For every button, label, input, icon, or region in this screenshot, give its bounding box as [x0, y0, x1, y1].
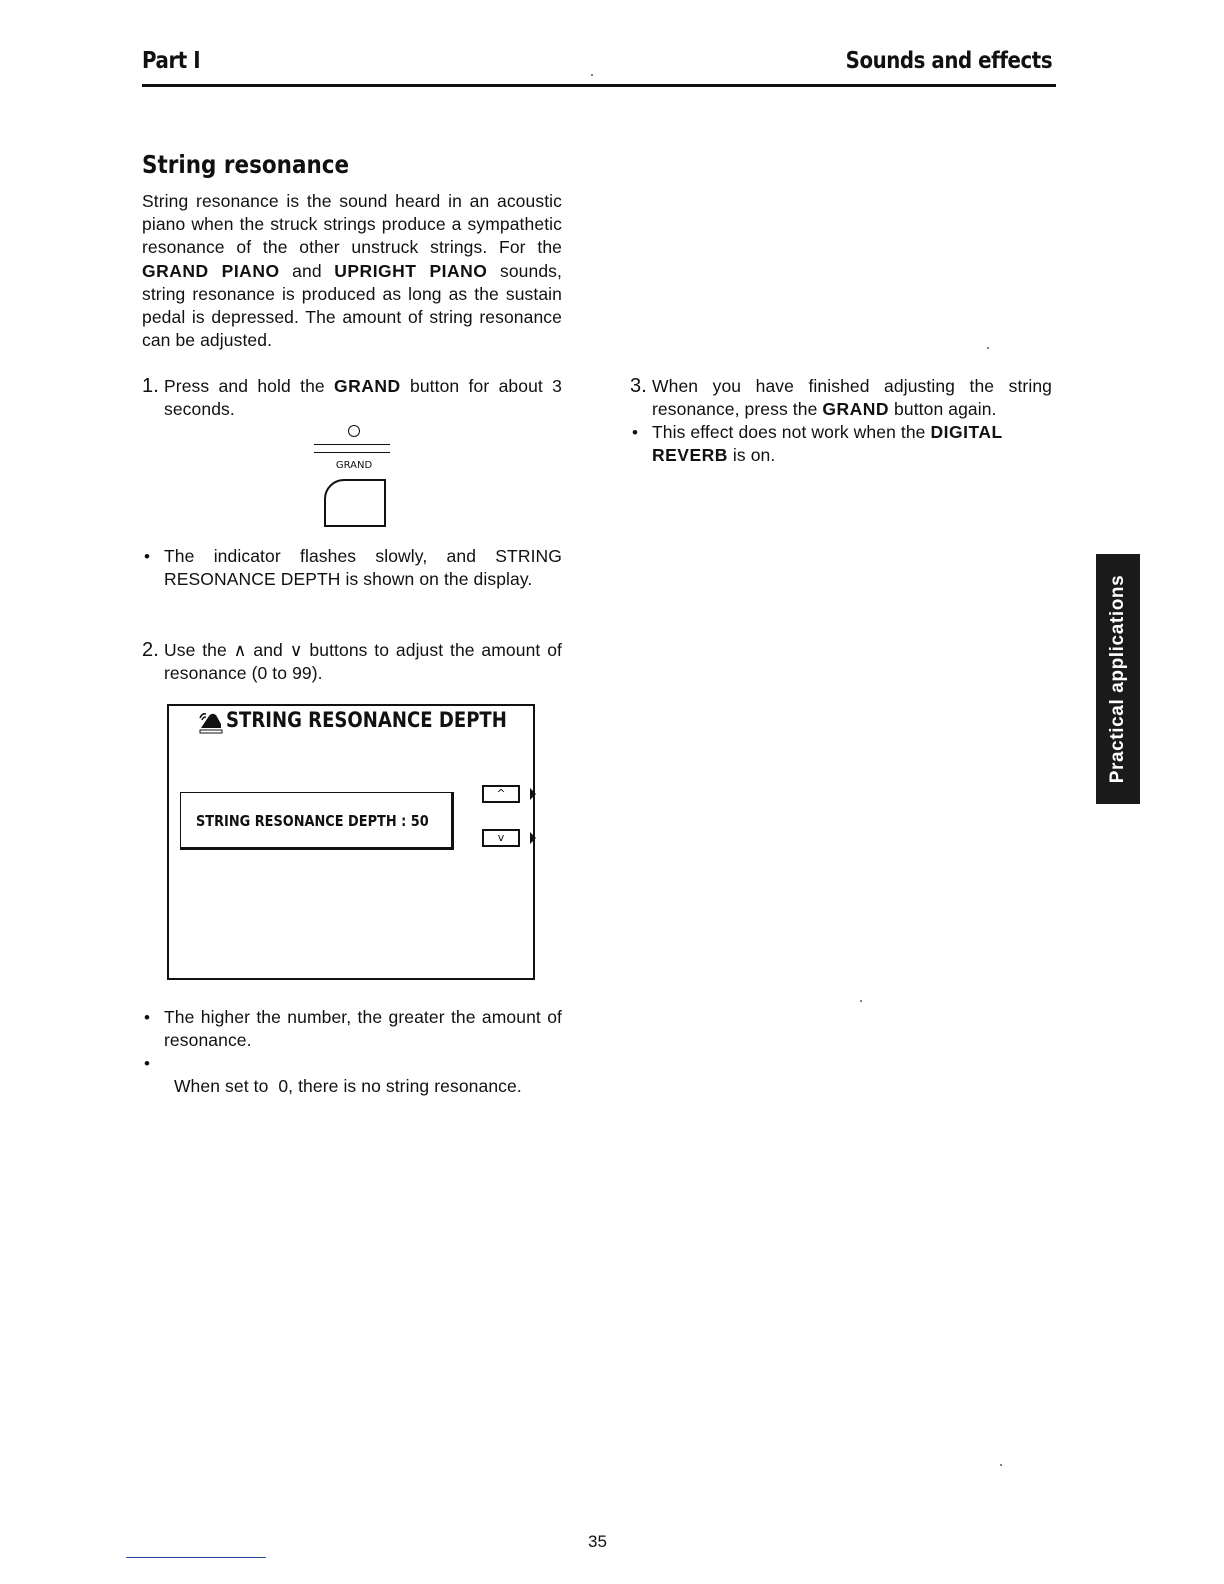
- step-3: [630, 375, 1052, 421]
- lcd-value-text: STRING RESONANCE DEPTH : 50: [196, 812, 429, 830]
- step-2-note-1-text: The higher the number, the greater the amount of resonance.: [164, 1007, 562, 1051]
- step-3-note-bold: DIGITAL REVERB: [652, 422, 1003, 466]
- step-3-note-post: is on.: [727, 445, 776, 466]
- step-2-note-1: [142, 1006, 562, 1052]
- grand-button-label: GRAND: [335, 460, 373, 471]
- step-2-note-2-text: When set to 0, there is no string resonance.: [173, 1076, 522, 1097]
- button-divider-line: [314, 444, 390, 445]
- page-number: 35: [588, 1532, 607, 1551]
- up-arrow-icon: ∧: [233, 640, 247, 660]
- grand-button[interactable]: [324, 479, 386, 527]
- step-3-note-pre: This effect does not work when the: [652, 422, 931, 442]
- caret-up-icon: ^: [496, 787, 506, 800]
- intro-bold-upright-piano: UPRIGHT PIANO: [334, 260, 488, 281]
- triangle-right-icon: [530, 832, 536, 844]
- scan-speck: [987, 347, 989, 349]
- step-3-number: 3.: [630, 375, 647, 397]
- intro-bold-grand-piano: GRAND PIANO: [142, 260, 280, 281]
- step-1-note-text: The indicator flashes slowly, and STRING RESONANCE DEPTH is shown on the display.: [164, 546, 562, 590]
- lcd-up-button[interactable]: [482, 785, 520, 803]
- step-2-pre: Use the: [164, 640, 234, 660]
- scan-speck: [1000, 1464, 1002, 1466]
- lcd-down-button[interactable]: [482, 829, 520, 847]
- bullet: •: [144, 1008, 151, 1027]
- intro-text-3: sounds, string resonance is produced as long as the sustain pedal is depressed. The amount of string resonance can be adjusted.: [142, 260, 562, 351]
- step-3-pre: When you have finished adjusting the string resonance, press the: [652, 376, 1052, 420]
- bullet: •: [144, 547, 151, 566]
- piano-icon: [198, 710, 224, 734]
- footer-line: [126, 1557, 266, 1558]
- step-2-post: buttons to adjust the amount of resonance (0 to 99).: [164, 640, 562, 684]
- step-3-post: button again.: [889, 399, 997, 420]
- intro-text-1: String resonance is the sound heard in an acoustic piano when the struck strings produce a sympathetic resonance of the other unstruck strings. For the: [142, 191, 562, 258]
- step-3-note: [630, 421, 1052, 467]
- intro-paragraph: [142, 190, 562, 352]
- bullet: •: [144, 1054, 151, 1073]
- step-3-bold: GRAND: [822, 399, 890, 420]
- scan-speck: [860, 1000, 862, 1002]
- header-part: Part I: [142, 48, 201, 74]
- lcd-title-text: STRING RESONANCE DEPTH: [226, 708, 507, 732]
- header-rule: [142, 84, 1056, 87]
- step-1-bold: GRAND: [334, 376, 401, 396]
- header-section: Sounds and effects: [845, 48, 1052, 74]
- step-2: [142, 639, 562, 685]
- triangle-right-icon: [530, 788, 536, 800]
- side-tab-label: Practical applications: [1107, 574, 1128, 784]
- button-divider-line: [314, 452, 390, 453]
- step-1-note: [142, 545, 562, 591]
- caret-down-icon: v: [497, 831, 505, 844]
- step-1: [142, 375, 562, 421]
- scan-speck: [591, 74, 593, 76]
- step-1-pre: Press and hold the: [164, 376, 335, 396]
- step-1-post: button for about 3 seconds.: [164, 376, 562, 420]
- bullet: •: [632, 423, 639, 442]
- step-2-note-2: [142, 1052, 584, 1098]
- intro-text-2: and: [279, 260, 335, 281]
- step-2-mid: and: [246, 640, 290, 660]
- lcd-title: [226, 708, 507, 732]
- down-arrow-icon: ∨: [289, 640, 303, 660]
- step-2-number: 2.: [142, 639, 159, 661]
- section-title: String resonance: [142, 150, 350, 179]
- step-1-number: 1.: [142, 375, 159, 397]
- grand-indicator-led: [348, 425, 360, 437]
